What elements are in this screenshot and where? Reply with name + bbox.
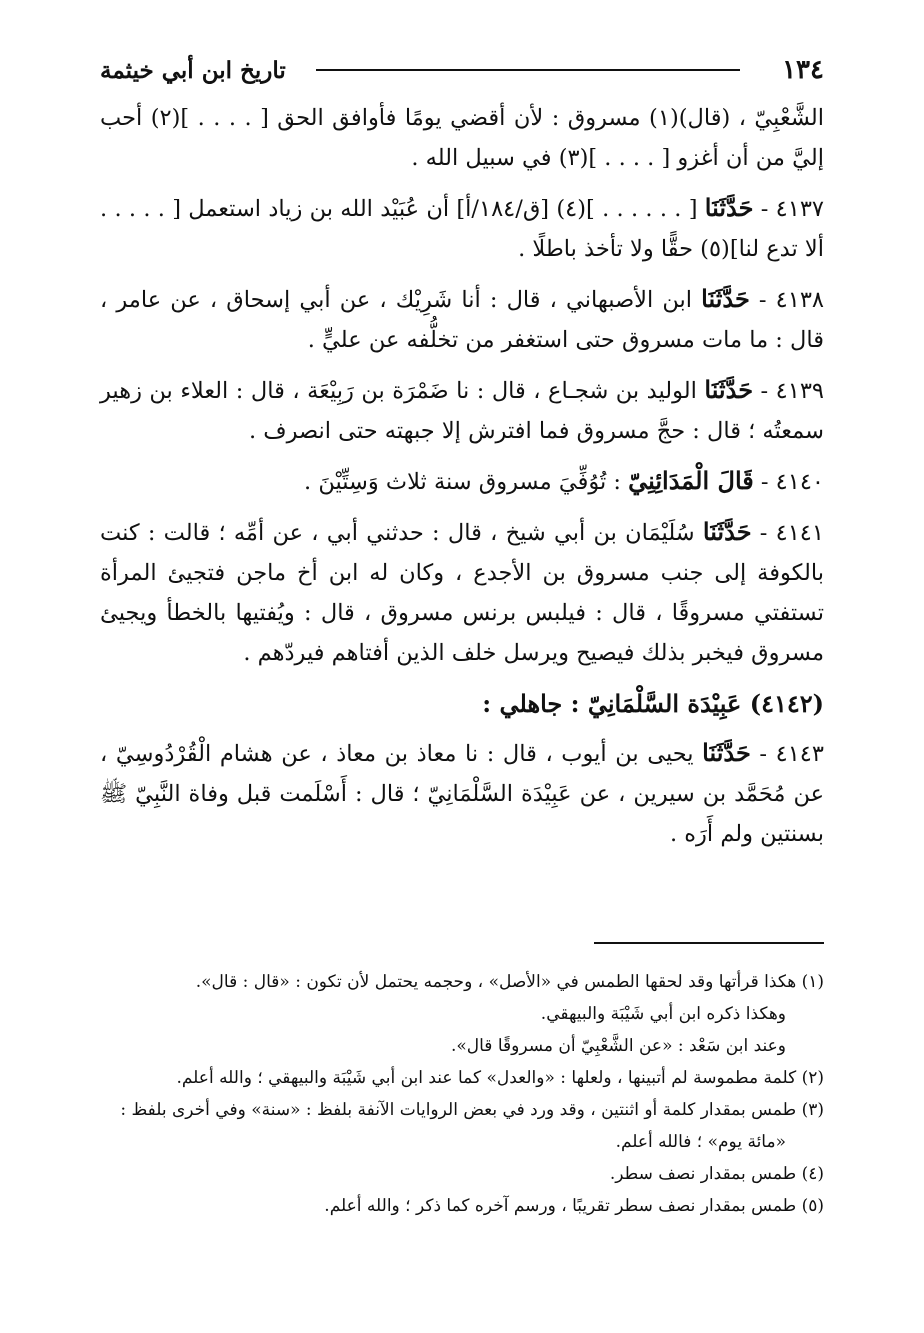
footnote-text: (٣) طمس بمقدار كلمة أو اثنتين ، وقد ورد في بعض الروايات الآنفة بلفظ : «سنة» وفي أخرى بلفظ : [120, 1100, 824, 1120]
text-paragraph [100, 512, 824, 673]
narration-keyword: حَدَّثَنَا [704, 193, 754, 222]
footnote-text: (١) هكذا قرأتها وقد لحقها الطمس في «الأصل» ، وحجمه يحتمل لأن تكون : «قال : قال». [195, 972, 824, 992]
footnote-continuation: وهكذا ذكره ابن أبي شَيْبَة والبيهقي. [540, 1004, 786, 1024]
entry-number: ٤١٣٩ - [753, 378, 824, 404]
paragraph-text: سُلَيْمَان بن أبي شيخ ، قال : حدثني أبي ، عن أمِّه ؛ قالت : كنت بالكوفة إلى جنب مسروق بن الأجدع ، وكان له ابن أخ ماجن فتجيئ المرأة تستفتي مسروقًا ، قال : فيلبس برنس مسروق ، قال : ويُفتيها بالخطأ ويجيئ مسروق فيخبر بذلك فيصيح ويرسل خلف الذين أفتاهم فيردّهم . [100, 520, 824, 666]
footnote [96, 1062, 824, 1094]
text-paragraph [100, 733, 824, 854]
text-paragraph [100, 279, 824, 360]
narration-keyword: حَدَّثَنَا [702, 517, 752, 546]
narration-keyword: قَالَ الْمَدَائِنِيّ [628, 466, 754, 495]
entry-number: ٤١٣٧ - [753, 196, 824, 222]
entry-number: ٤١٤٠ - [753, 469, 824, 495]
entry-number: ٤١٣٨ - [749, 287, 824, 313]
page-header [100, 48, 824, 92]
footnote-text: (٥) طمس بمقدار نصف سطر تقريبًا ، ورسم آخره كما ذكر ؛ والله أعلم. [324, 1196, 824, 1216]
narration-keyword: حَدَّثَنَا [701, 284, 750, 313]
footnote [96, 1190, 824, 1222]
narration-keyword: حَدَّثَنَا [702, 738, 751, 767]
footnote [96, 1158, 824, 1190]
paragraph-text: : تُوُفِّيَ مسروق سنة ثلاث وَسِتِّيْنَ . [304, 469, 629, 495]
narration-keyword: حَدَّثَنَا [704, 375, 754, 404]
footnote-text: (٢) كلمة مطموسة لم أتبينها ، ولعلها : «والعدل» كما عند ابن أبي شَيْبَة والبيهقي ؛ والله أعلم. [176, 1068, 824, 1088]
text-paragraph [100, 188, 824, 269]
paragraph-text: يحيى بن أيوب ، قال : نا معاذ بن معاذ ، عن هشام الْقُرْدُوسِيّ ، عن مُحَمَّد بن سيرين ، عن عَبِيْدَة السَّلْمَانِيّ ؛ قال : أَسْلَمت قبل وفاة النَّبِيّ ﷺ بسنتين ولم أَرَه . [100, 741, 824, 847]
section-heading: (٤١٤٢) عَبِيْدَة السَّلْمَانِيّ : جاهلي : [482, 689, 824, 718]
paragraph-text: [ . . . . . . ](٤) [ق/١٨٤/أ] أن عُبَيْد الله بن زياد استعمل [ . . . . . ألا تدع لنا](٥) حقًّا ولا تأخذ باطلًا . [100, 196, 824, 262]
footnote-continuation: «مائة يوم» ؛ فالله أعلم. [615, 1132, 786, 1152]
header-rule [316, 69, 740, 71]
text-paragraph [100, 370, 824, 451]
running-title: تاريخ ابن أبي خيثمة [100, 56, 286, 84]
text-paragraph [100, 98, 824, 178]
paragraph-text: ابن الأصبهاني ، قال : أنا شَرِيْك ، عن أبي إسحاق ، عن عامر ، قال : ما مات مسروق حتى استغفر من تخلُّفه عن عليٍّ . [100, 287, 824, 353]
footnote-text: (٤) طمس بمقدار نصف سطر. [609, 1164, 824, 1184]
footnote [96, 1094, 824, 1158]
footnote [96, 966, 824, 1062]
paragraph-text: الوليد بن شجـاع ، قال : نا ضَمْرَة بن رَبِيْعَة ، قال : العلاء بن زهير سمعتُه ؛ قال : حجَّ مسروق فما افترش إلا جبهته حتى انصرف . [100, 378, 824, 444]
entry-number: ٤١٤٣ - [750, 741, 824, 767]
text-paragraph [100, 461, 824, 502]
entry-number: ٤١٤١ - [751, 520, 824, 546]
paragraph-text: الشَّعْبِيّ ، (قال)(١) مسروق : لأن أقضي يومًا فأوافق الحق [ . . . . ](٢) أحب إليَّ من أن أغزو [ . . . . ](٣) في سبيل الله . [100, 105, 824, 171]
footnote-continuation: وعند ابن سَعْد : «عن الشَّعْبِيّ أن مسروقًا قال». [450, 1036, 786, 1056]
page-number: ١٣٤ [782, 55, 824, 85]
footnotes [96, 966, 824, 1222]
main-text [100, 98, 824, 864]
footnote-separator [594, 942, 824, 944]
